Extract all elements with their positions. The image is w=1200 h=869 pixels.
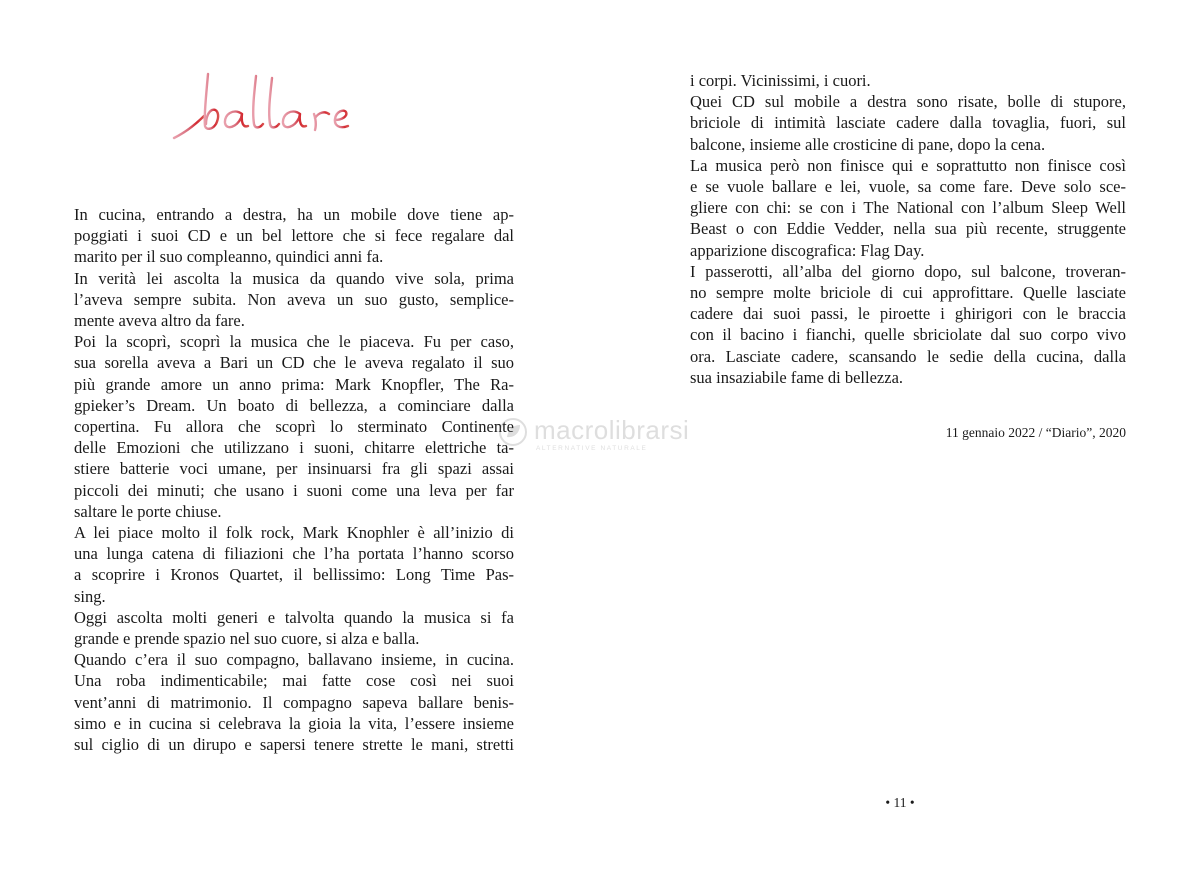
text-line: apparizione discografica: Flag Day.	[690, 240, 925, 260]
right-body-text	[690, 70, 1126, 388]
text-line: In cucina, entrando a destra, ha un mobile dove tiene ap-	[74, 205, 514, 224]
paragraph	[74, 649, 514, 755]
text-line: gpieker’s Dream. Un boato di bellezza, a cominciare dalla	[74, 395, 514, 415]
paragraph	[74, 522, 514, 607]
paragraph	[74, 204, 514, 268]
text-line: Quei CD sul mobile a destra sono risate, bolle di stupore,	[690, 92, 1126, 112]
paragraph	[690, 155, 1126, 261]
text-line: sua insaziabile fame di bellezza.	[690, 367, 904, 387]
text-line: I passerotti, all’alba del giorno dopo, sul balcone, troveran-	[690, 261, 1126, 281]
text-line: saltare le porte chiuse.	[74, 501, 222, 521]
text-line: sul ciglio di un dirupo e sapersi tenere strette le mani, stretti	[74, 735, 514, 755]
text-line: Una roba indimenticabile; mai fatte cose così nei suoi	[74, 671, 514, 691]
right-page	[600, 0, 1200, 869]
paragraph	[74, 331, 514, 522]
text-line: Poi la scoprì, scoprì la musica che le piaceva. Fu per caso,	[74, 332, 514, 352]
text-line: Oggi ascolta molti generi e talvolta quando la musica si fa	[74, 607, 514, 627]
paragraph	[74, 607, 514, 649]
watermark-name: macrolibrarsi	[534, 415, 690, 445]
text-line: poggiati i suoi CD e un bel lettore che si fece regalare dal	[74, 226, 514, 246]
paragraph	[74, 268, 514, 332]
text-line: l’aveva sempre subita. Non aveva un suo gusto, semplice-	[74, 289, 514, 309]
text-line: vent’anni di matrimonio. Il compagno sapeva ballare benis-	[74, 692, 514, 712]
text-line: una lunga catena di filiazioni che l’ha portata l’hanno scorso	[74, 544, 514, 564]
text-line: grande e prende spazio nel suo cuore, si alza e balla.	[74, 629, 420, 649]
text-line: La musica però non finisce qui e soprattutto non finisce così	[690, 155, 1126, 175]
text-line: piccoli dei minuti; che usano i suoni come una leva per far	[74, 480, 514, 500]
text-line: cadere dai suoi passi, le piroette i ghirigori con le braccia	[690, 304, 1126, 324]
text-line: mente aveva altro da fare.	[74, 311, 245, 331]
paragraph	[690, 91, 1126, 155]
text-line: no sempre molte briciole di cui approfittare. Quelle lasciate	[690, 283, 1126, 303]
text-line: delle Emozioni che utilizzano i suoni, chitarre elettriche ta-	[74, 438, 514, 458]
text-line: briciole di intimità lasciate cadere dalla tovaglia, fuori, sul	[690, 113, 1126, 133]
text-line: i corpi. Vicinissimi, i cuori.	[690, 71, 871, 90]
text-line: copertina. Fu allora che scoprì lo sterminato Continente	[74, 417, 514, 437]
paragraph	[690, 70, 1126, 91]
text-line: sing.	[74, 586, 106, 606]
text-line: più grande amore un anno prima: Mark Knopfler, The Ra-	[74, 374, 514, 394]
text-line: simo e in cucina si celebrava la gioia la vita, l’essere insieme	[74, 713, 514, 733]
date-credit: 11 gennaio 2022 / “Diario”, 2020	[945, 425, 1126, 440]
text-line: sua sorella aveva a Bari un CD che le aveva regalato il suo	[74, 353, 514, 373]
watermark-tagline: ALTERNATIVE NATURALE	[536, 445, 648, 452]
text-line: A lei piace molto il folk rock, Mark Knophler è all’inizio di	[74, 523, 514, 543]
text-line: stiere batterie voci umane, per insinuarsi fra gli spazi assai	[74, 459, 514, 479]
text-line: gliere con chi: se con i The National con l’album Sleep Well	[690, 198, 1126, 218]
left-body-text	[74, 204, 514, 755]
text-line: Quando c’era il suo compagno, ballavano insieme, in cucina.	[74, 650, 514, 670]
text-line: balcone, insieme alle crosticine di pane, dopo la cena.	[690, 134, 1046, 154]
text-line: marito per il suo compleanno, quindici anni fa.	[74, 247, 384, 267]
text-line: e se vuole ballare e lei, vuole, sa come fare. Deve solo sce-	[690, 177, 1126, 197]
text-line: a scoprire i Kronos Quartet, il bellissimo: Long Time Pas-	[74, 565, 514, 585]
handwritten-title-ballare	[172, 66, 392, 146]
text-line: ora. Lasciate cadere, scansando le sedie della cucina, dalla	[690, 346, 1126, 366]
page-number: • 11 •	[885, 795, 915, 810]
text-line: Beast o con Eddie Vedder, nella sua più recente, struggente	[690, 219, 1126, 239]
text-line: In verità lei ascolta la musica da quando vive sola, prima	[74, 268, 514, 288]
text-line: con il bacino i fianchi, quelle sbriciolate dal suo corpo vivo	[690, 325, 1126, 345]
paragraph	[690, 261, 1126, 388]
